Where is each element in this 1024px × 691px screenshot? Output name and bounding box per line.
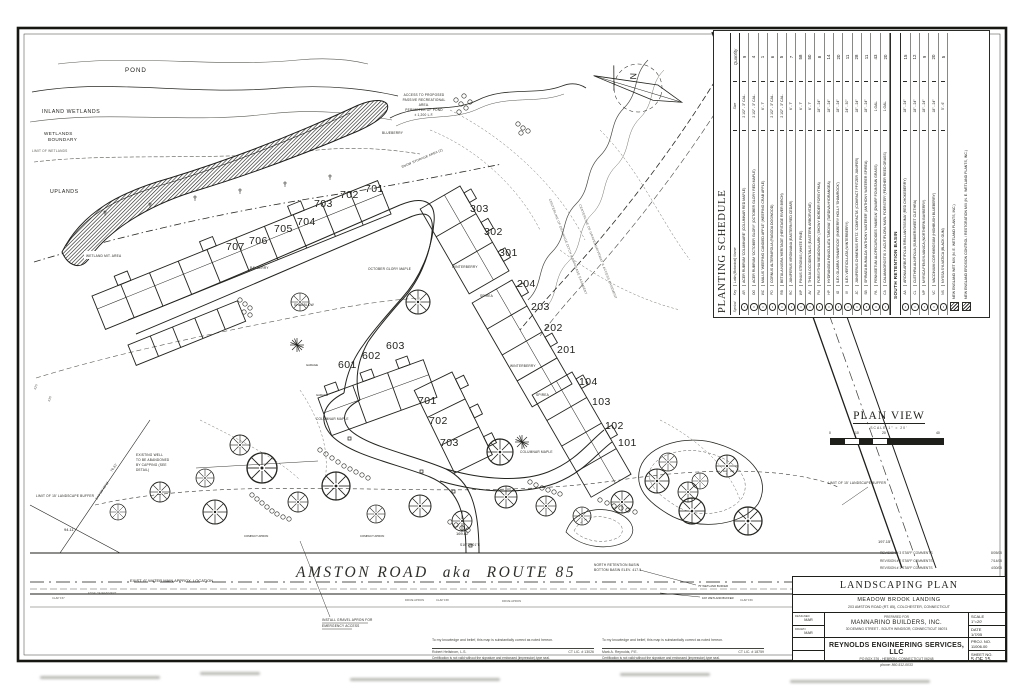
seed-mix-note: NEW ENGLAND EROSION CONTROL / RESTORATION MIX (N. E. WETLAND PLANTS, INC.) bbox=[960, 33, 972, 315]
gravel-apron-note-1: INSTALL GRAVEL APRON FOR bbox=[322, 618, 373, 622]
plant-row: CL CLETHRA ALNIFOLIA (SUMMERSWEET CLETHRA) 18" - 24" 12 bbox=[911, 33, 920, 315]
revision-row: REVISION # 1 STAFF COMMENTS 4/30/05 bbox=[880, 566, 1002, 571]
edge-of-pavement-label: EDGE OF PAVEMENT bbox=[88, 591, 117, 595]
svg-text:PERIMETER OF POND: PERIMETER OF POND bbox=[405, 108, 443, 112]
plant-symbol-icon bbox=[940, 303, 948, 311]
firm-name: REYNOLDS ENGINEERING SERVICES, LLC bbox=[828, 641, 964, 656]
gravel-apron-note-2: EMERGENCY ACCESS bbox=[322, 624, 360, 628]
designed-by: MAR bbox=[804, 618, 813, 622]
certification-block-engineer bbox=[602, 638, 764, 660]
compact-apron-label-1: COMPACT APRON bbox=[244, 534, 269, 538]
building-700-lower bbox=[414, 368, 500, 473]
uplands-label: UPLANDS bbox=[50, 189, 79, 195]
plant-row: AA ARONIA ARBUTIFOLIA 'BRILLIANTISSIMA' (RED CHOKEBERRY) 18" - 24" 15 bbox=[901, 33, 910, 315]
date-label: DATE bbox=[971, 627, 982, 632]
pond-label: POND bbox=[125, 67, 147, 74]
planting-schedule bbox=[713, 30, 990, 318]
svg-text:703: 703 bbox=[440, 437, 459, 449]
project-address: 203 AMSTON ROAD (RT. 85), COLCHESTER, CONNECTICUT bbox=[848, 604, 950, 609]
plan-view-scale-note: SCALE 1" = 20' bbox=[870, 426, 908, 430]
scale-value: 1"=20' bbox=[971, 619, 983, 624]
shadblow-label: SHADBLOW bbox=[294, 303, 314, 307]
proj-no-label: PROJ. NO. bbox=[971, 639, 992, 644]
sheet-title: LANDSCAPING PLAN bbox=[793, 577, 1005, 595]
designed-label: DESIGNED bbox=[795, 614, 810, 618]
drive-apron-label-2: DRIVE APRON bbox=[502, 599, 522, 603]
certifier-name: Robert Hellstrom, L.S. bbox=[432, 650, 467, 654]
revision-row: REVISION # 3 STAFF COMMENTS 8/05/05 bbox=[880, 551, 1002, 555]
centerline-ditch-label: CENTERLINE OF DRAINAGE DITCH & DRAINAGE EASEMENT bbox=[547, 198, 589, 296]
plan-view-title: PLAN VIEW bbox=[853, 410, 925, 422]
spirea-label-1: SPIREA bbox=[480, 294, 493, 298]
certification-statement: To my knowledge and belief, this map is substantially correct as noted hereon. bbox=[602, 638, 724, 642]
columnar-maple-label-1: COLUMNAR MAPLE bbox=[316, 417, 349, 421]
north-label: N bbox=[628, 72, 639, 80]
utility-pole-label-158: CL&P 158 bbox=[436, 598, 449, 602]
basin-schedule-rows bbox=[901, 33, 948, 315]
certification-note: Certification is not valid without the signature and embossed (impression) type seal. bbox=[432, 655, 550, 660]
water-main-label: EXIST. 6" WATER MAIN APPROX. LOCATION bbox=[130, 578, 214, 583]
wetland-mit-label: WETLAND MIT. AREA bbox=[86, 254, 122, 258]
scan-artifact bbox=[350, 678, 500, 681]
firm-phone: phone: 860-512-0033 bbox=[880, 662, 913, 667]
svg-text:704: 704 bbox=[297, 216, 316, 228]
north-basin-label-1: NORTH RETENTION BASIN bbox=[594, 563, 640, 567]
shrub-rows bbox=[238, 94, 637, 532]
plant-row: NS NYSSA SYLVATICA (BLACK GUM) 5' - 6' 5 bbox=[939, 33, 948, 315]
wetland-mitigation-berm bbox=[62, 101, 388, 266]
october-glory-label: OCTOBER GLORY MAPLE bbox=[368, 267, 412, 271]
planting-schedule-title: PLANTING SCHEDULE bbox=[715, 33, 731, 315]
svg-text:PASSIVE RECREATIONAL: PASSIVE RECREATIONAL bbox=[402, 98, 446, 102]
certifier-license: CT LIC. # 18759 bbox=[738, 650, 764, 654]
sheet-no-label: SHEET NO. bbox=[971, 652, 993, 657]
bayberry-label: BAYBERRY bbox=[250, 266, 269, 270]
dim-94-11: 94.11' bbox=[64, 527, 75, 532]
revision-notes bbox=[880, 550, 1002, 573]
scan-artifact bbox=[200, 672, 260, 675]
catch-basins bbox=[348, 437, 472, 547]
building-600 bbox=[315, 351, 437, 435]
compact-apron-label-2: COMPACT APRON bbox=[360, 534, 385, 538]
svg-text:202: 202 bbox=[544, 322, 563, 334]
dim-197-15: 197.15' bbox=[878, 539, 891, 544]
wetlands-boundary-label-1: WETLANDS bbox=[44, 131, 73, 136]
plant-row: PA PENNISETUM ALOPECUROIDES 'HAMELN' (DWARF FOUNTAIN GRASS) 1 GAL. 43 bbox=[871, 33, 880, 315]
north-basin-label-2: BOTTOM BASIN ELEV. 417.5 bbox=[594, 568, 642, 572]
planting-schedule-rows bbox=[740, 33, 890, 315]
svg-text:601: 601 bbox=[338, 359, 357, 371]
scale-label: SCALE bbox=[971, 614, 985, 619]
svg-text:TO BE ABANDONED: TO BE ABANDONED bbox=[136, 458, 170, 462]
svg-text:BY CAPPING (SEE: BY CAPPING (SEE bbox=[136, 463, 167, 467]
garage-label-2: GARAGE bbox=[316, 393, 328, 397]
plant-row: PD CORNUS ALTERNIFOLIA (PAGODA DOGWOOD) 2 1/2" - 3" CAL. 6 bbox=[768, 33, 777, 315]
scale-bar: 0 10 20 40 bbox=[830, 432, 948, 444]
svg-text:EXISTING WELL: EXISTING WELL bbox=[136, 453, 164, 457]
plant-row: RB BETULA NIGRA 'HERITAGE' (HERITAGE RIVER BIRCH) 2 1/2" - 3" CAL. 5 bbox=[778, 33, 787, 315]
certification-note: Certification is not valid without the signature and embossed (impression) type seal. bbox=[602, 655, 720, 660]
date-value: 1/7/05 bbox=[971, 632, 983, 637]
client-address: 30 DEMING STREET - SOUTH WINDSOR, CONNECTICUT 06074 bbox=[845, 627, 948, 631]
svg-text:701: 701 bbox=[365, 183, 384, 195]
limit-of-wetlands-label: LIMIT OF WETLANDS bbox=[32, 149, 68, 153]
seed-mix-notes bbox=[948, 33, 972, 315]
plant-row: FM FORSYTHIA 'MEADOWLARK' (SHOWY BORDER FORSYTHIA) 18" - 24" 8 bbox=[815, 33, 824, 315]
spirea-label-2: SPIREA bbox=[536, 393, 549, 397]
seed-mix-note: NEW ENGLAND WET MIX (N. E. WETLAND PLANTS, INC.) bbox=[948, 33, 960, 315]
contour-430: 430 bbox=[47, 395, 53, 403]
plant-row: MP MYRICA PENSYLVANICA (NORTHERN BAYBERRY) 18" - 24" 9 bbox=[920, 33, 929, 315]
south-retention-basin-title: SOUTH RETENTION BASIN bbox=[890, 33, 901, 315]
svg-text:702: 702 bbox=[340, 189, 359, 201]
firm-address: PO BOX 376 - HEBRON, CONNECTICUT 06248 bbox=[859, 657, 934, 661]
wetland-buffer-100-label: 100' WETLAND BUFFER bbox=[702, 596, 734, 600]
tree-symbols bbox=[110, 290, 762, 535]
scan-artifact bbox=[790, 680, 930, 683]
dim-76-61: 76.61' bbox=[109, 462, 119, 473]
scan-artifact bbox=[620, 673, 710, 676]
plant-row: WC MALUS 'WEEPING CANDIED APPLE' (WEEPING CRAB APPLE) 6' - 7' 1 bbox=[759, 33, 768, 315]
centerline-driveway-label: CENTERLINE OF GRAVEL DRIVEWAY & ACCESS EASEMENT bbox=[577, 203, 618, 300]
plant-row: OG ACER RUBRUM 'OCTOBER GLORY' (OCTOBER GLORY RED MAPLE) 2 1/2" - 3" CAL. 4 bbox=[749, 33, 758, 315]
svg-text:707: 707 bbox=[226, 241, 245, 253]
plant-row: RC JUNIPERUS VIRGINIANA (EASTERN RED CEDAR) 6' - 7' 7 bbox=[787, 33, 796, 315]
bearing-s40: S40°05'48"W bbox=[94, 480, 110, 501]
svg-text:204: 204 bbox=[517, 278, 536, 290]
garage-label-1: GARAGE bbox=[306, 363, 318, 367]
plant-row: JC JUNIPERUS CHINENSIS PFITZ. 'COMPACTA' (COMPACT PFITZER JUNIPER) 18" - 24" 28 bbox=[853, 33, 862, 315]
hatch-swatch-icon bbox=[950, 302, 959, 311]
plant-row: CA CALAMAGROSTIS X ACUTIFLORA 'KARL FOERSTER' (FEATHER REED GRASS) 1 GAL. 20 bbox=[881, 33, 890, 315]
snow-storage-label: SNOW STORAGE AREA (2) bbox=[400, 147, 444, 169]
buffer-limit-label-right: LIMIT OF 15' LANDSCAPE BUFFER bbox=[828, 481, 887, 485]
drawn-by: MAR bbox=[804, 631, 813, 635]
plant-row: IG ILEX GLABRA 'SHAMROCK' (INKBERRY HOLLY 'SHAMROCK') 18" - 24" 20 bbox=[834, 33, 843, 315]
certifier-name: Mark A. Reynolds, P.E. bbox=[602, 650, 638, 654]
plant-row: SB SPIRAEA BUMALDA 'ANTHONY WATERER' (ANTHONY WATERER SPIREA) 18" - 24" 11 bbox=[862, 33, 871, 315]
loop-roads bbox=[128, 200, 612, 553]
utility-pole-label-159: CL&P 159 bbox=[740, 598, 753, 602]
bearing-s16: S16°29'01"E bbox=[460, 543, 481, 547]
contour-lines bbox=[200, 110, 740, 500]
svg-text:706: 706 bbox=[249, 235, 268, 247]
svg-text:102: 102 bbox=[605, 420, 624, 432]
proj-no-value: 11006.00 bbox=[971, 644, 988, 649]
title-block bbox=[792, 576, 1006, 667]
svg-text:303: 303 bbox=[470, 203, 489, 215]
columnar-maple-label-2: COLUMNAR MAPLE bbox=[520, 450, 553, 454]
sheet-no-value: 5 OF 15 bbox=[971, 657, 991, 663]
recreation-access-note bbox=[403, 93, 446, 117]
dim-169-82: 169.82' bbox=[456, 531, 469, 536]
svg-text:103: 103 bbox=[592, 396, 611, 408]
scan-artifact bbox=[40, 676, 160, 679]
existing-well-note bbox=[136, 453, 170, 472]
svg-text:705: 705 bbox=[274, 223, 293, 235]
hatch-swatch-icon bbox=[962, 302, 971, 311]
plant-row: IV ILEX VERTICILLATA (WINTERBERRY) 24" - 30" 11 bbox=[843, 33, 852, 315]
plant-row: HP HYDRANGEA PANICULATA 'TARDIVA' (TARDIVA HYDRANGEA) 18" - 24" 14 bbox=[825, 33, 834, 315]
south-retention-basin bbox=[639, 440, 763, 524]
drive-apron-label-1: DRIVE APRON bbox=[405, 598, 425, 602]
drawn-label: DRAWN bbox=[795, 627, 806, 631]
blueberry-label: BLUEBERRY bbox=[382, 131, 404, 135]
client-name: MANNARINO BUILDERS, INC. bbox=[851, 619, 942, 626]
svg-text:301: 301 bbox=[499, 247, 518, 259]
certifier-license: CT LIC. # 13026 bbox=[568, 650, 594, 654]
project-name: MEADOW BROOK LANDING bbox=[857, 597, 941, 603]
svg-text:703: 703 bbox=[314, 198, 333, 210]
plant-symbol-icon bbox=[882, 303, 890, 311]
wetland-buffer-75-label: 75' WETLAND BUFFER bbox=[698, 584, 729, 588]
winterberry-label-2: WINTERBERRY bbox=[510, 364, 536, 368]
svg-text:702: 702 bbox=[429, 415, 448, 427]
svg-text:104: 104 bbox=[579, 376, 598, 388]
north-arrow-icon bbox=[587, 51, 689, 125]
utility-pole-label-157: CL&P 157 bbox=[52, 596, 65, 600]
svg-text:DETAIL): DETAIL) bbox=[136, 468, 150, 472]
certification-block-surveyor bbox=[432, 638, 594, 660]
plan-view-key bbox=[830, 406, 948, 444]
road-name: AMSTON ROAD aka ROUTE 85 bbox=[296, 564, 576, 581]
svg-text:701: 701 bbox=[418, 395, 437, 407]
svg-text:201: 201 bbox=[557, 344, 576, 356]
svg-text:ACCESS TO PROPOSED: ACCESS TO PROPOSED bbox=[403, 93, 445, 97]
svg-text:603: 603 bbox=[386, 340, 405, 352]
wetlands-boundary-label-2: BOUNDARY bbox=[48, 137, 78, 142]
winterberry-label-1: WINTERBERRY bbox=[452, 265, 478, 269]
plant-row: WP PINUS STROBUS (WHITE PINE) 6' - 7' 58 bbox=[796, 33, 805, 315]
buffer-limit-label-left: LIMIT OF 15' LANDSCAPE BUFFER bbox=[36, 494, 95, 498]
contour-425: 425 bbox=[33, 383, 39, 391]
unit-numbers bbox=[226, 183, 637, 449]
inland-wetlands-label: INLAND WETLANDS bbox=[42, 109, 101, 115]
planting-schedule-header: Symbol Key Latin (Botanical) Name Size Quantity bbox=[731, 33, 740, 315]
revision-row: REVISION # 2 STAFF COMMENTS 7/14/05 bbox=[880, 558, 1002, 563]
svg-text:± 1,200 L.F.: ± 1,200 L.F. bbox=[414, 113, 434, 117]
svg-text:AREA.: AREA. bbox=[418, 103, 430, 107]
prepared-for-label: PREPARED FOR bbox=[884, 614, 909, 619]
leader-lines bbox=[196, 461, 868, 629]
svg-text:203: 203 bbox=[531, 301, 550, 313]
svg-text:602: 602 bbox=[362, 350, 381, 362]
north-retention-basin bbox=[566, 510, 633, 547]
certification-statement: To my knowledge and belief, this map is substantially correct as noted hereon. bbox=[432, 638, 554, 642]
plant-row: VC VACCINIUM CORYMBOSUM (HIGHBUSH BLUEBERRY) 18" - 24" 20 bbox=[929, 33, 938, 315]
plant-row: AV THUJA OCCIDENTALIS (EASTERN ARBORVITAE) 6' - 7' 50 bbox=[806, 33, 815, 315]
plant-row: AR ACER RUBRUM 'COLUMNARE' (COLUMNAR RED MAPLE) 2 1/2" - 3" CAL. 9 bbox=[740, 33, 749, 315]
svg-text:101: 101 bbox=[618, 437, 637, 449]
svg-text:302: 302 bbox=[484, 226, 503, 238]
